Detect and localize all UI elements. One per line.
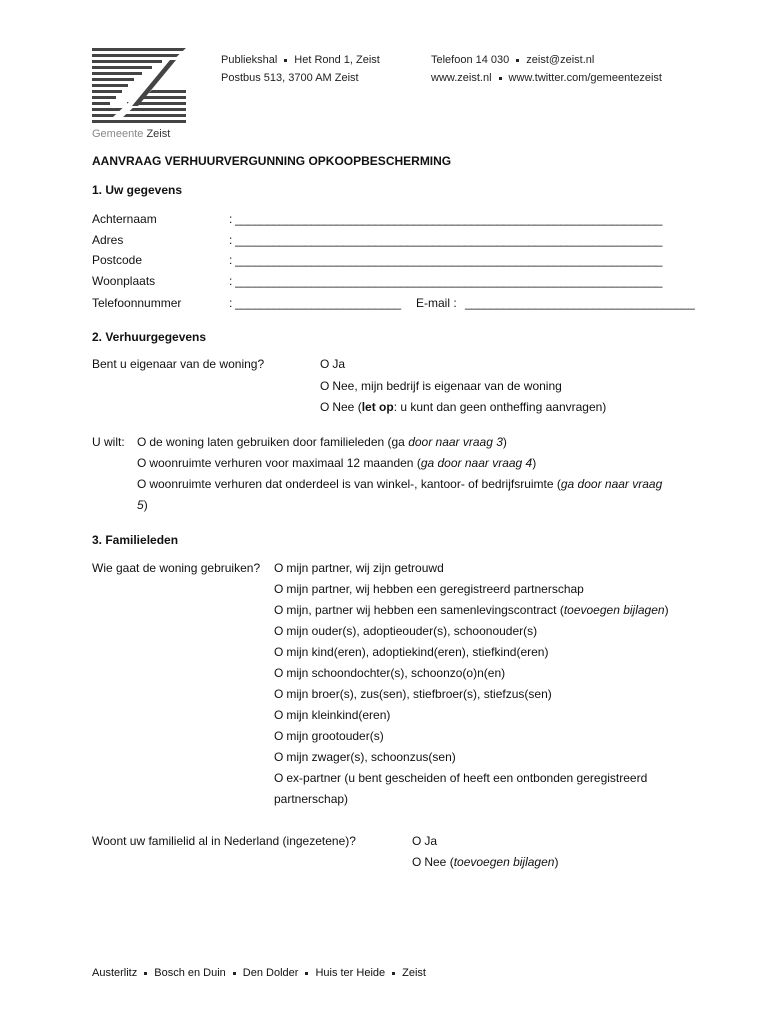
field-line-postcode[interactable]: : ___________________________________________________________________ xyxy=(229,253,663,267)
footer-place: Huis ter Heide xyxy=(315,967,386,979)
footer-places xyxy=(92,967,426,979)
question-ingezetene: Woont uw familielid al in Nederland (ingezetene)? xyxy=(92,834,356,848)
gemeente-zeist-logo-icon xyxy=(92,48,186,126)
radio-fam-0[interactable]: O mijn partner, wij zijn getrouwd xyxy=(274,561,444,575)
radio-eigenaar-nee[interactable]: O Nee (let op: u kunt dan geen ontheffing aanvragen) xyxy=(320,400,607,414)
radio-verhuur-12-maanden[interactable]: O woonruimte verhuren voor maximaal 12 maanden (ga door naar vraag 4) xyxy=(137,456,537,470)
radio-eigenaar-ja[interactable]: O Ja xyxy=(320,357,346,371)
radio-fam-10[interactable]: O ex-partner (u bent gescheiden of heeft een ontbonden geregistreerd xyxy=(274,771,648,785)
field-label-telefoonnummer: Telefoonnummer xyxy=(92,296,182,310)
radio-fam-3[interactable]: O mijn ouder(s), adoptieouder(s), schoonouder(s) xyxy=(274,624,538,638)
radio-eigenaar-bedrijf[interactable]: O Nee, mijn bedrijf is eigenaar van de woning xyxy=(320,379,562,393)
radio-ingezetene-nee[interactable]: O Nee (toevoegen bijlagen) xyxy=(412,855,559,869)
radio-fam-9[interactable]: O mijn zwager(s), schoonzus(sen) xyxy=(274,750,456,764)
radio-fam-8[interactable]: O mijn grootouder(s) xyxy=(274,729,384,743)
footer-place: Den Dolder xyxy=(242,967,299,979)
radio-fam-2[interactable]: O mijn, partner wij hebben een samenlevingscontract (toevoegen bijlagen) xyxy=(274,603,669,617)
radio-fam-4[interactable]: O mijn kind(eren), adoptiekind(eren), stiefkind(eren) xyxy=(274,645,549,659)
radio-fam-6[interactable]: O mijn broer(s), zus(sen), stiefbroer(s), stiefzus(sen) xyxy=(274,687,552,701)
field-label-woonplaats: Woonplaats xyxy=(92,274,156,288)
field-line-telefoonnummer[interactable]: : __________________________ xyxy=(229,296,401,310)
question-eigenaar: Bent u eigenaar van de woning? xyxy=(92,357,265,371)
footer-place: Zeist xyxy=(402,967,426,979)
radio-fam-7[interactable]: O mijn kleinkind(eren) xyxy=(274,708,391,722)
footer-place: Austerlitz xyxy=(92,967,138,979)
address-line-1: Publiekshal Het Rond 1, Zeist xyxy=(221,54,380,66)
field-label-postcode: Postcode xyxy=(92,253,143,267)
radio-fam-10-cont: partnerschap) xyxy=(274,792,349,806)
section-3-heading: 3. Familieleden xyxy=(92,533,179,547)
address-line-2: Postbus 513, 3700 AM Zeist xyxy=(221,72,359,84)
radio-bedrijfsruimte[interactable]: O woonruimte verhuren dat onderdeel is van winkel-, kantoor- of bedrijfsruimte (ga door naar vraag xyxy=(137,477,663,491)
radio-ingezetene-ja[interactable]: O Ja xyxy=(412,834,438,848)
radio-fam-5[interactable]: O mijn schoondochter(s), schoonzo(o)n(en) xyxy=(274,666,506,680)
radio-fam-1[interactable]: O mijn partner, wij hebben een geregistreerd partnerschap xyxy=(274,582,584,596)
field-label-adres: Adres xyxy=(92,233,124,247)
footer-place: Bosch en Duin xyxy=(154,967,226,979)
field-line-woonplaats[interactable]: : ___________________________________________________________________ xyxy=(229,274,663,288)
field-line-achternaam[interactable]: : ___________________________________________________________________ xyxy=(229,212,663,226)
field-line-email[interactable]: ____________________________________ xyxy=(465,296,695,310)
radio-familieleden[interactable]: O de woning laten gebruiken door familieleden (ga door naar vraag 3) xyxy=(137,435,507,449)
field-line-adres[interactable]: : ___________________________________________________________________ xyxy=(229,233,663,247)
contact-line-1: Telefoon 14 030 zeist@zeist.nl xyxy=(431,54,595,66)
field-label-achternaam: Achternaam xyxy=(92,212,157,226)
radio-bedrijfsruimte-cont: 5) xyxy=(137,498,148,512)
section-2-heading: 2. Verhuurgegevens xyxy=(92,330,207,344)
page-title: AANVRAAG VERHUURVERGUNNING OPKOOPBESCHERMING xyxy=(92,154,452,168)
question-u-wilt: U wilt: xyxy=(92,435,125,449)
section-1-heading: 1. Uw gegevens xyxy=(92,183,183,197)
contact-line-2: www.zeist.nl www.twitter.com/gemeentezeist xyxy=(431,72,662,84)
logo-text: Gemeente Zeist xyxy=(92,128,171,140)
question-wie-gebruikt: Wie gaat de woning gebruiken? xyxy=(92,561,261,575)
field-label-email: E-mail : xyxy=(416,296,457,310)
